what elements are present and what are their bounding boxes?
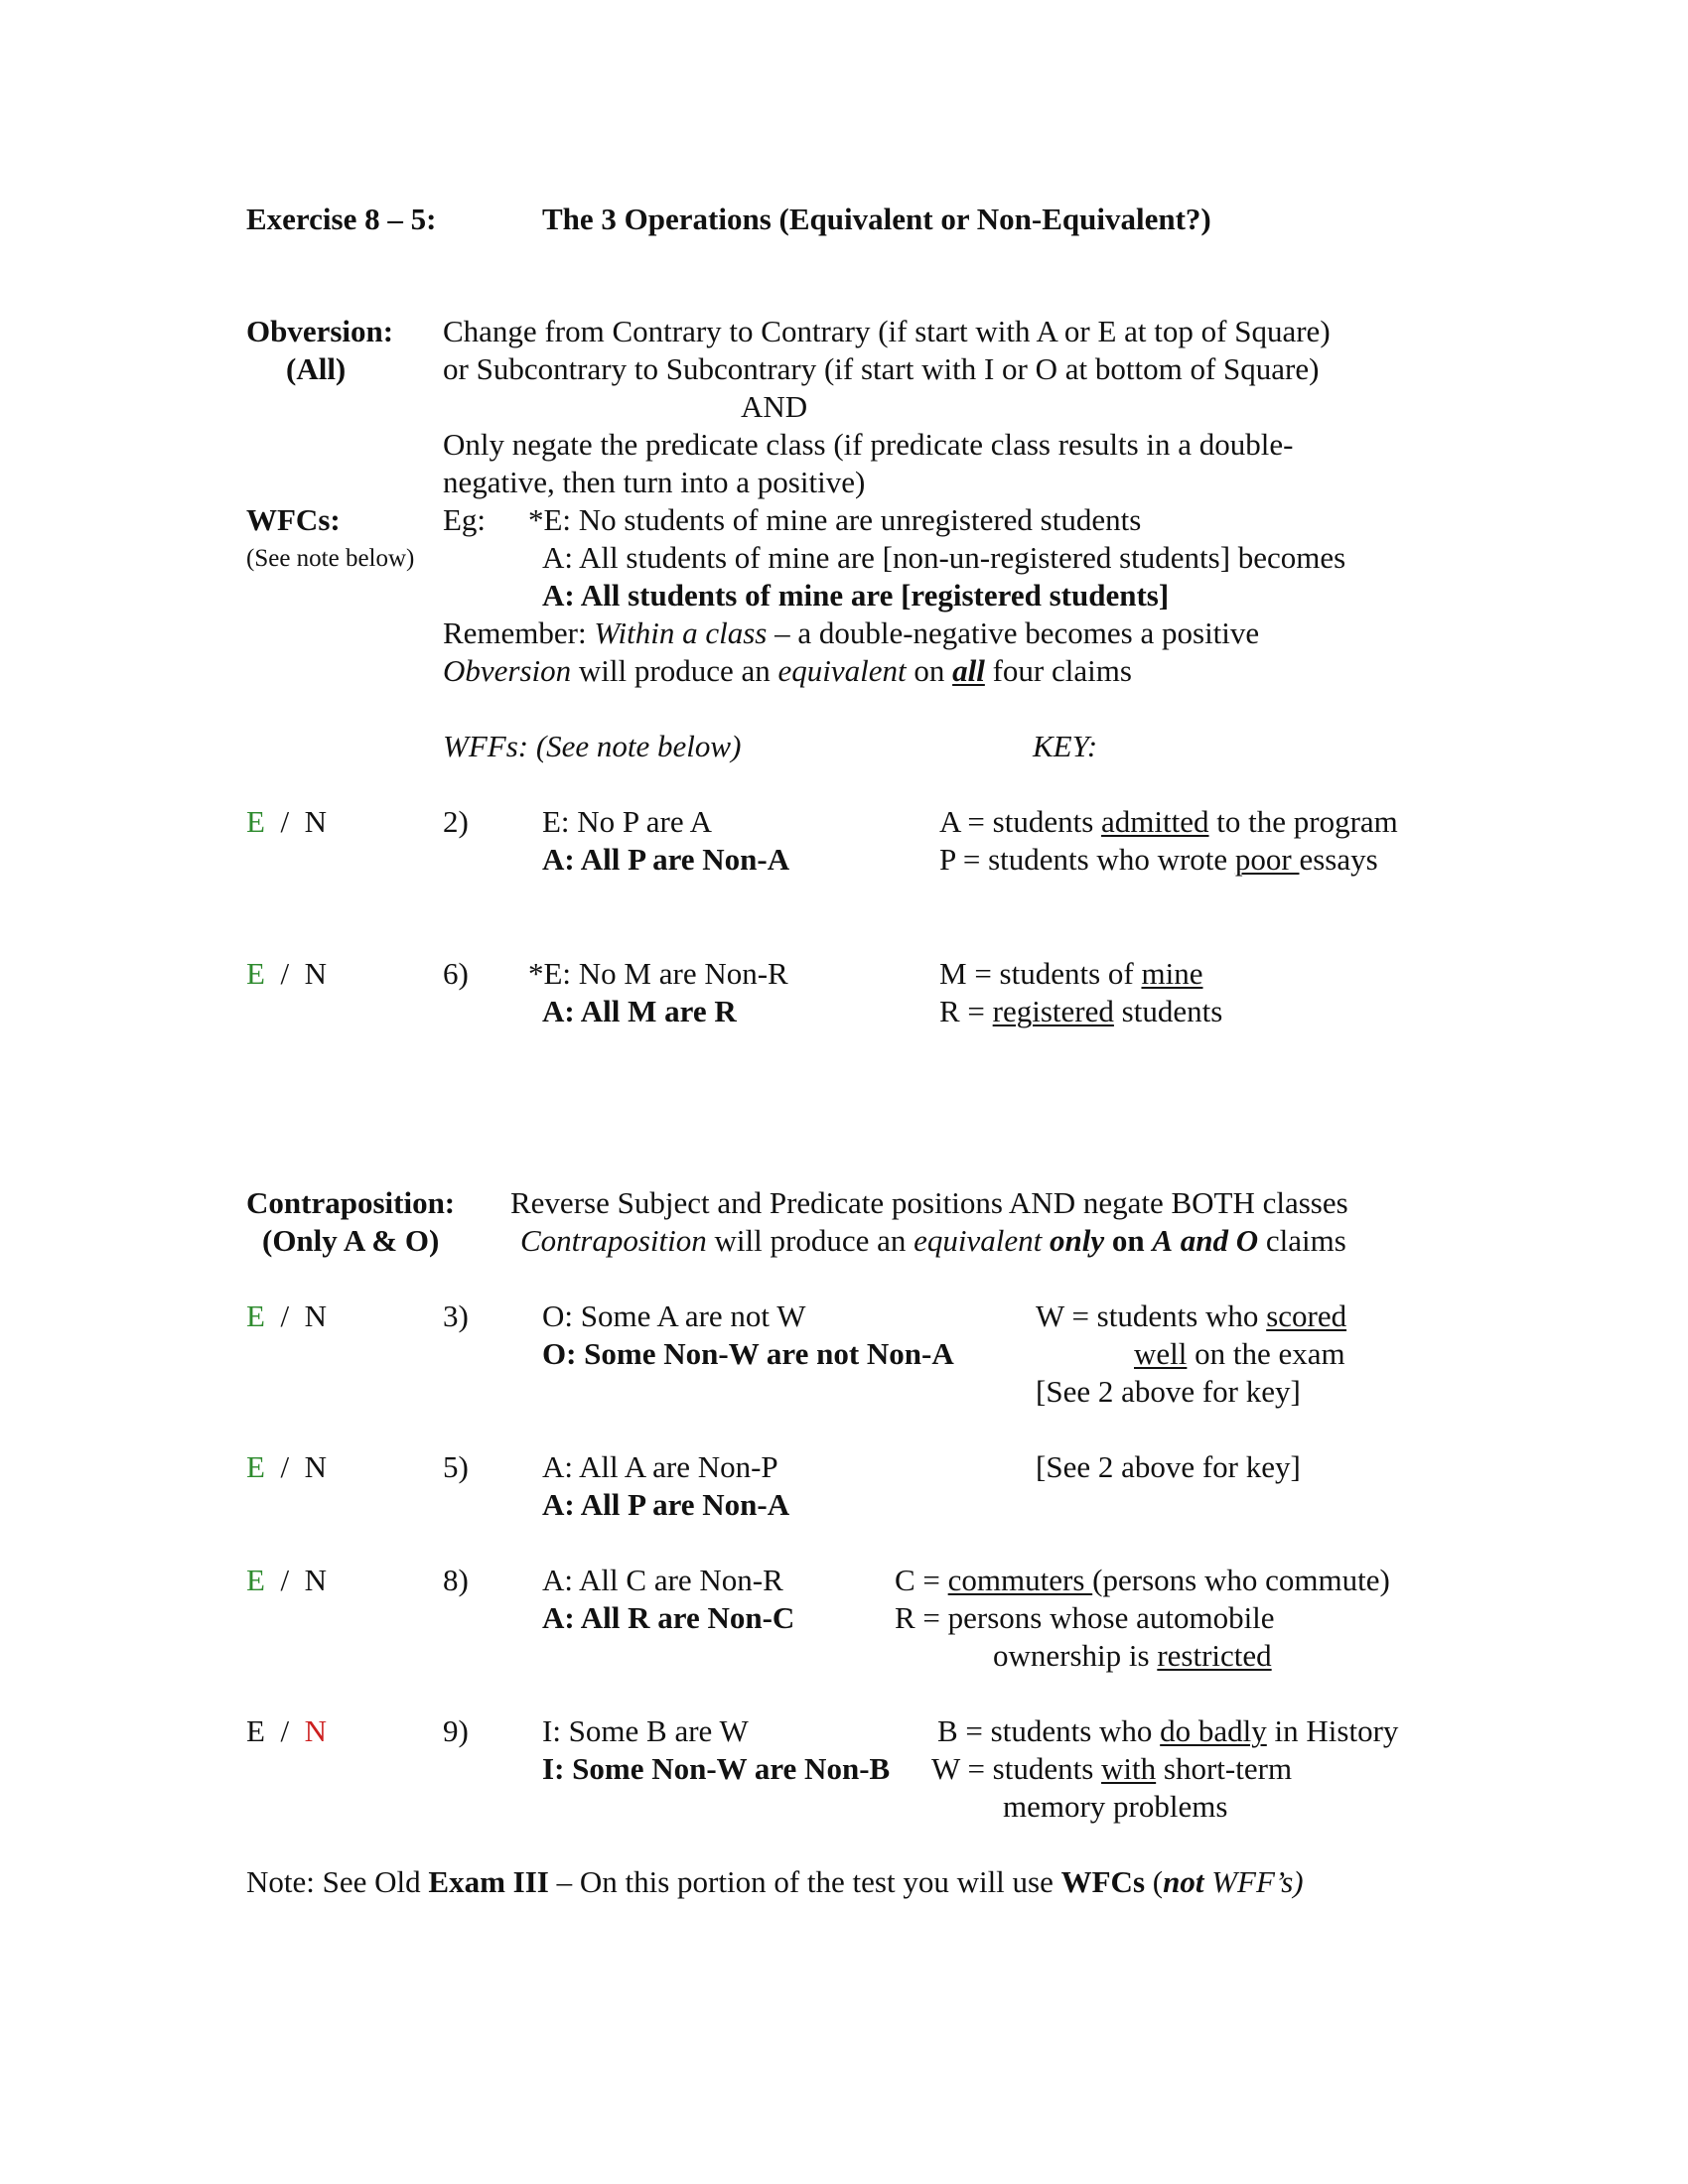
key-text: short-term: [1156, 1751, 1293, 1786]
remember-italic: Within a class: [594, 615, 768, 650]
key-underlined: registered: [992, 994, 1114, 1028]
answer-mark-5: [246, 1451, 327, 1482]
mark-e: E: [246, 956, 265, 991]
all-emphasis: all: [952, 653, 985, 688]
mark-slash: /: [280, 1563, 290, 1597]
item-3-key-ref: [See 2 above for key]: [1036, 1374, 1301, 1409]
space: [1228, 1223, 1236, 1258]
key-label: KEY:: [1033, 729, 1098, 763]
key-text: M = students of: [939, 956, 1142, 991]
key-text: P = students who wrote: [939, 842, 1235, 877]
item-3-key-w: [1036, 1300, 1346, 1331]
key-text: ownership is: [993, 1638, 1158, 1673]
key-underlined: with: [1101, 1751, 1157, 1786]
item-8-key-r: R = persons whose automobile: [895, 1600, 1275, 1635]
mark-e: E: [246, 1298, 265, 1333]
item-3-result: O: Some Non-W are not Non-A: [542, 1336, 954, 1371]
note-wffs: WFF’s): [1203, 1864, 1304, 1899]
note-text: Note: See Old: [246, 1864, 429, 1899]
mark-e: E: [246, 1449, 265, 1484]
obversion-scope: (All): [286, 351, 347, 386]
item-8-key-c: [895, 1565, 1390, 1595]
o-emphasis: O: [1235, 1223, 1259, 1258]
produces-text: will produce an: [706, 1223, 914, 1258]
mark-e: E: [246, 1563, 265, 1597]
item-2-result: A: All P are Non-A: [542, 842, 790, 877]
obversion-rule-line-1: Change from Contrary to Contrary (if start with A or E at top of Square): [443, 314, 1331, 348]
example-line-1: *E: No students of mine are unregistered students: [528, 502, 1142, 537]
item-8-premise: A: All C are Non-R: [542, 1563, 783, 1597]
key-text: (persons who commute): [1092, 1563, 1390, 1597]
item-2-number: 2): [443, 804, 469, 839]
contraposition-rule: Reverse Subject and Predicate positions AND negate BOTH classes: [510, 1185, 1348, 1220]
wfcs-label: WFCs:: [246, 502, 341, 537]
on-emphasis: on: [1111, 1223, 1145, 1258]
item-6-result: A: All M are R: [542, 994, 737, 1028]
item-9-result: I: Some Non-W are Non-B: [542, 1751, 891, 1786]
answer-mark-2: [246, 806, 327, 837]
key-underlined: scored: [1266, 1298, 1347, 1333]
obversion-produces-line: [443, 655, 1132, 686]
item-6-key-r: [939, 996, 1222, 1026]
see-note-below: (See note below): [246, 545, 415, 572]
item-9-premise: I: Some B are W: [542, 1713, 749, 1748]
note-wfcs: WFCs: [1060, 1864, 1146, 1899]
note-exam: Exam III: [428, 1864, 549, 1899]
key-text: A = students: [939, 804, 1102, 839]
key-text: W = students: [931, 1751, 1102, 1786]
mark-n: N: [304, 956, 327, 991]
key-text: in History: [1266, 1713, 1399, 1748]
key-text: on the exam: [1187, 1336, 1345, 1371]
produces-text-3: four claims: [984, 653, 1132, 688]
space: [1173, 1223, 1181, 1258]
obversion-rule-line-4: negative, then turn into a positive): [443, 465, 866, 499]
item-9-key-w-cont: memory problems: [1003, 1789, 1228, 1824]
item-6-key-m: [939, 958, 1202, 989]
exercise-number: Exercise 8 – 5:: [246, 202, 437, 236]
key-underlined: do badly: [1160, 1713, 1267, 1748]
item-8-key-r-cont: [993, 1640, 1272, 1671]
answer-mark-9: [246, 1715, 327, 1746]
remember-line: [443, 617, 1259, 648]
contraposition-label: Contraposition:: [246, 1185, 456, 1220]
item-3-number: 3): [443, 1298, 469, 1333]
item-9-number: 9): [443, 1713, 469, 1748]
produces-text: claims: [1258, 1223, 1346, 1258]
obversion-italic: Obversion: [443, 653, 572, 688]
contraposition-scope: (Only A & O): [262, 1223, 440, 1258]
item-5-key-ref: [See 2 above for key]: [1036, 1449, 1301, 1484]
mark-slash: /: [280, 1298, 290, 1333]
item-2-premise: E: No P are A: [542, 804, 713, 839]
key-text: R =: [939, 994, 993, 1028]
item-9-key-b: [937, 1715, 1398, 1746]
equivalent-italic: equivalent: [914, 1223, 1043, 1258]
item-5-number: 5): [443, 1449, 469, 1484]
mark-e: E: [246, 804, 265, 839]
key-text: to the program: [1208, 804, 1398, 839]
item-8-result: A: All R are Non-C: [542, 1600, 795, 1635]
item-5-result: A: All P are Non-A: [542, 1487, 790, 1522]
obversion-label: Obversion:: [246, 314, 394, 348]
item-3-key-w-cont: [1134, 1338, 1345, 1369]
mark-slash: /: [280, 956, 290, 991]
equivalent-italic: equivalent: [777, 653, 907, 688]
answer-mark-8: [246, 1565, 327, 1595]
obversion-rule-line-2: or Subcontrary to Subcontrary (if start with I or O at bottom of Square): [443, 351, 1320, 386]
key-text: students: [1113, 994, 1223, 1028]
a-emphasis: A: [1152, 1223, 1174, 1258]
wffs-label: WFFs: (See note below): [443, 729, 742, 763]
item-2-key-a: [939, 806, 1398, 837]
key-text: C =: [895, 1563, 948, 1597]
item-8-number: 8): [443, 1563, 469, 1597]
example-line-2: A: All students of mine are [non-un-registered students] becomes: [542, 540, 1346, 575]
mark-n: N: [304, 1713, 327, 1748]
key-text: B = students who: [937, 1713, 1161, 1748]
mark-n: N: [304, 1563, 327, 1597]
example-line-3: A: All students of mine are [registered students]: [542, 578, 1170, 613]
note-text: – On this portion of the test you will use: [548, 1864, 1061, 1899]
answer-mark-3: [246, 1300, 327, 1331]
item-3-premise: O: Some A are not W: [542, 1298, 806, 1333]
key-underlined: mine: [1141, 956, 1203, 991]
mark-slash: /: [280, 804, 290, 839]
and-emphasis: and: [1180, 1223, 1229, 1258]
mark-n: N: [304, 1449, 327, 1484]
mark-n: N: [304, 1298, 327, 1333]
item-2-key-p: [939, 844, 1378, 875]
contraposition-italic: Contraposition: [520, 1223, 707, 1258]
page-title: The 3 Operations (Equivalent or Non-Equivalent?): [542, 202, 1211, 236]
space: [1042, 1223, 1050, 1258]
key-underlined: commuters: [947, 1563, 1093, 1597]
produces-text-2: on: [906, 653, 953, 688]
key-underlined: well: [1134, 1336, 1188, 1371]
eg-label: Eg:: [443, 502, 487, 537]
key-text: essays: [1299, 842, 1378, 877]
item-5-premise: A: All A are Non-P: [542, 1449, 778, 1484]
note-not: not: [1163, 1864, 1204, 1899]
answer-mark-6: [246, 958, 327, 989]
mark-e: E: [246, 1713, 265, 1748]
key-underlined: restricted: [1157, 1638, 1272, 1673]
produces-text-1: will produce an: [571, 653, 778, 688]
footer-note: [246, 1866, 1304, 1897]
mark-n: N: [304, 804, 327, 839]
key-underlined: poor: [1234, 842, 1300, 877]
contraposition-produces-line: [520, 1225, 1346, 1256]
note-text: (: [1145, 1864, 1164, 1899]
space: [1104, 1223, 1112, 1258]
item-6-premise: *E: No M are Non-R: [528, 956, 788, 991]
remember-rest: – a double-negative becomes a positive: [767, 615, 1260, 650]
obversion-rule-line-3: Only negate the predicate class (if predicate class results in a double-: [443, 427, 1294, 462]
obversion-and: AND: [741, 389, 808, 424]
item-6-number: 6): [443, 956, 469, 991]
mark-slash: /: [280, 1449, 290, 1484]
only-emphasis: only: [1049, 1223, 1105, 1258]
item-9-key-w: [931, 1753, 1292, 1784]
remember-prefix: Remember:: [443, 615, 595, 650]
key-underlined: admitted: [1101, 804, 1209, 839]
key-text: W = students who: [1036, 1298, 1267, 1333]
mark-slash: /: [280, 1713, 290, 1748]
